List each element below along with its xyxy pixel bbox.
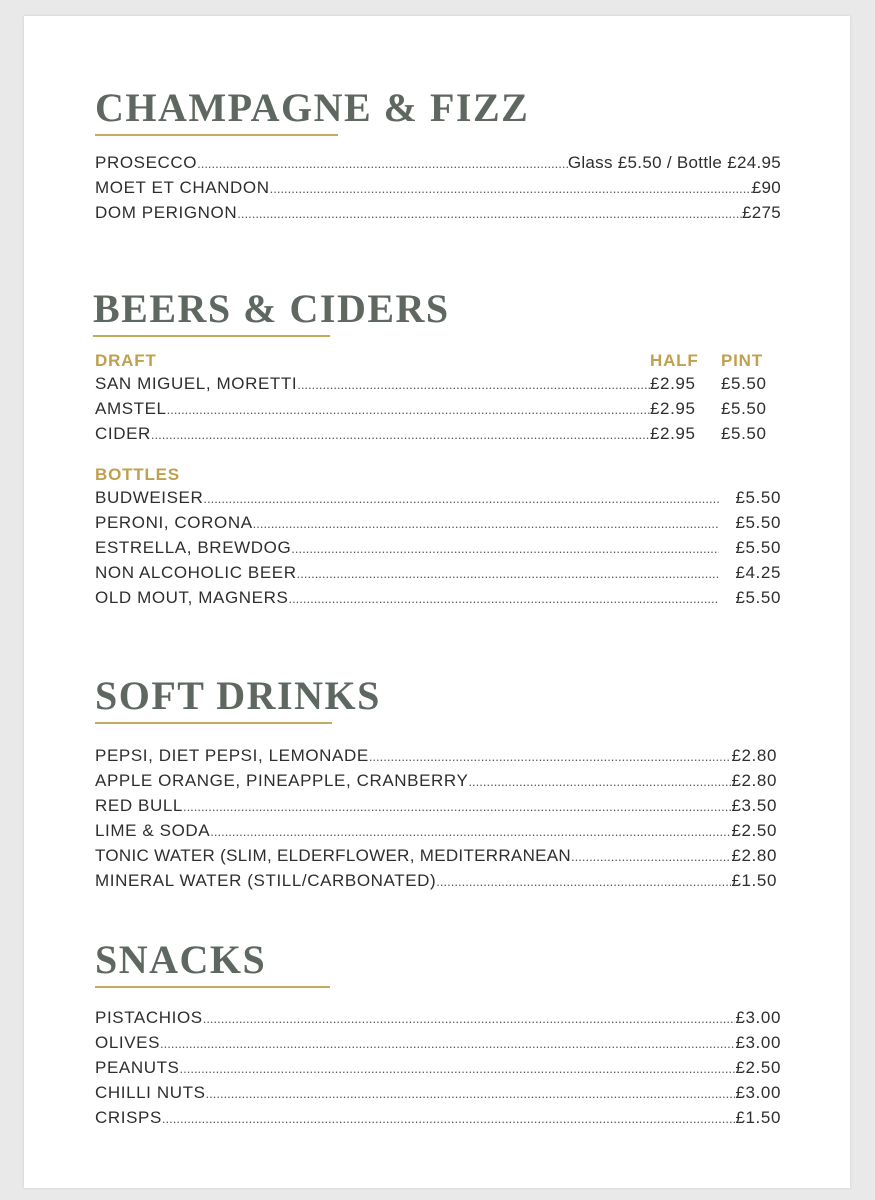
item-price: £3.00 — [735, 1083, 781, 1102]
half-price: £2.95 — [650, 399, 696, 418]
bottles-list — [93, 464, 781, 611]
section-divider — [93, 335, 330, 337]
dot-leader — [160, 1032, 735, 1056]
item-name: PISTACHIOS — [95, 1008, 203, 1027]
item-price: Glass £5.50 / Bottle £24.95 — [567, 153, 781, 172]
draft-label: DRAFT — [95, 351, 157, 370]
item-price: £1.50 — [731, 871, 777, 890]
dot-leader — [210, 820, 731, 844]
item-price: £5.50 — [735, 488, 781, 507]
section-beers — [93, 287, 781, 611]
item-name: CHILLI NUTS — [95, 1083, 206, 1102]
item-price: £3.00 — [735, 1033, 781, 1052]
menu-item — [95, 844, 777, 869]
dot-leader — [297, 373, 650, 397]
item-price: £90 — [751, 178, 781, 197]
dot-leader — [468, 770, 731, 794]
half-column-header: HALF — [650, 351, 699, 370]
item-price: £2.50 — [735, 1058, 781, 1077]
menu-item — [95, 586, 781, 611]
section-divider — [95, 986, 330, 988]
menu-item — [95, 422, 779, 447]
menu-item — [95, 869, 777, 894]
item-name: PEPSI, DIET PEPSI, LEMONADE — [95, 746, 369, 765]
section-champagne — [95, 86, 781, 226]
item-price: £2.50 — [731, 821, 777, 840]
dot-leader — [253, 512, 719, 536]
draft-list — [93, 350, 779, 447]
pint-price: £5.50 — [721, 374, 767, 393]
dot-leader — [436, 870, 731, 894]
item-price: £2.80 — [731, 746, 777, 765]
section-soft-drinks — [95, 674, 777, 894]
half-price: £2.95 — [650, 424, 696, 443]
dot-leader — [237, 202, 742, 226]
item-name: SAN MIGUEL, MORETTI — [95, 374, 298, 393]
section-title-beers: BEERS & CIDERS — [93, 286, 450, 331]
item-name: LIME & SODA — [95, 821, 211, 840]
menu-item — [95, 1081, 781, 1106]
item-name: ESTRELLA, BREWDOG — [95, 538, 292, 557]
item-list-snacks — [95, 1006, 781, 1131]
menu-item — [95, 769, 777, 794]
dot-leader — [162, 1107, 736, 1131]
dot-leader — [206, 1082, 736, 1106]
dot-leader — [270, 177, 752, 201]
pint-price: £5.50 — [721, 399, 767, 418]
item-price: £5.50 — [735, 513, 781, 532]
dot-leader — [167, 398, 650, 422]
menu-page — [24, 16, 850, 1188]
item-price: £5.50 — [735, 538, 781, 557]
dot-leader — [203, 487, 719, 511]
menu-item — [95, 819, 777, 844]
dot-leader — [297, 562, 719, 586]
item-list-soft-drinks — [95, 744, 777, 894]
menu-item — [95, 511, 781, 536]
menu-item — [95, 744, 777, 769]
item-name: MOET ET CHANDON — [95, 178, 270, 197]
item-price: £5.50 — [735, 588, 781, 607]
section-divider — [95, 722, 332, 724]
draft-header — [95, 350, 779, 372]
item-name: PROSECCO — [95, 153, 198, 172]
section-title-soft-drinks: SOFT DRINKS — [95, 673, 381, 718]
menu-item — [95, 372, 779, 397]
dot-leader — [288, 587, 719, 611]
item-price: £275 — [741, 203, 781, 222]
half-price: £2.95 — [650, 374, 696, 393]
menu-item — [95, 1031, 781, 1056]
item-price: £2.80 — [731, 846, 777, 865]
item-name: NON ALCOHOLIC BEER — [95, 563, 297, 582]
item-price: £3.50 — [731, 796, 777, 815]
dot-leader — [183, 795, 732, 819]
item-name: BUDWEISER — [95, 488, 204, 507]
item-name: CRISPS — [95, 1108, 162, 1127]
pint-column-header: PINT — [721, 351, 763, 370]
dot-leader — [369, 745, 732, 769]
item-name: PERONI, CORONA — [95, 513, 253, 532]
section-title-champagne: CHAMPAGNE & FIZZ — [95, 85, 530, 130]
item-name: MINERAL WATER (STILL/CARBONATED) — [95, 871, 437, 890]
menu-item — [95, 536, 781, 561]
pint-price: £5.50 — [721, 424, 767, 443]
item-price: £1.50 — [735, 1108, 781, 1127]
item-name: TONIC WATER (SLIM, ELDERFLOWER, MEDITERRANEAN — [95, 846, 572, 865]
section-title-snacks: SNACKS — [95, 937, 267, 982]
item-price: £3.00 — [735, 1008, 781, 1027]
menu-item — [95, 1006, 781, 1031]
item-list-champagne — [95, 151, 781, 226]
dot-leader — [151, 423, 650, 447]
menu-item — [95, 1106, 781, 1131]
menu-item — [95, 561, 781, 586]
menu-item — [95, 201, 781, 226]
item-name: APPLE ORANGE, PINEAPPLE, CRANBERRY — [95, 771, 469, 790]
item-name: RED BULL — [95, 796, 183, 815]
dot-leader — [197, 152, 568, 176]
item-name: CIDER — [95, 424, 151, 443]
dot-leader — [291, 537, 719, 561]
dot-leader — [180, 1057, 736, 1081]
item-name: OLD MOUT, MAGNERS — [95, 588, 289, 607]
menu-item — [95, 486, 781, 511]
menu-item — [95, 176, 781, 201]
menu-item — [95, 151, 781, 176]
menu-item — [95, 1056, 781, 1081]
item-name: AMSTEL — [95, 399, 167, 418]
dot-leader — [571, 845, 731, 869]
item-name: OLIVES — [95, 1033, 161, 1052]
item-name: PEANUTS — [95, 1058, 180, 1077]
menu-item — [95, 794, 777, 819]
bottles-label: BOTTLES — [95, 465, 180, 484]
item-price: £4.25 — [735, 563, 781, 582]
item-name: DOM PERIGNON — [95, 203, 238, 222]
item-price: £2.80 — [731, 771, 777, 790]
bottles-header — [95, 464, 781, 486]
section-snacks — [95, 938, 781, 1131]
dot-leader — [203, 1007, 736, 1031]
section-divider — [95, 134, 338, 136]
menu-item — [95, 397, 779, 422]
